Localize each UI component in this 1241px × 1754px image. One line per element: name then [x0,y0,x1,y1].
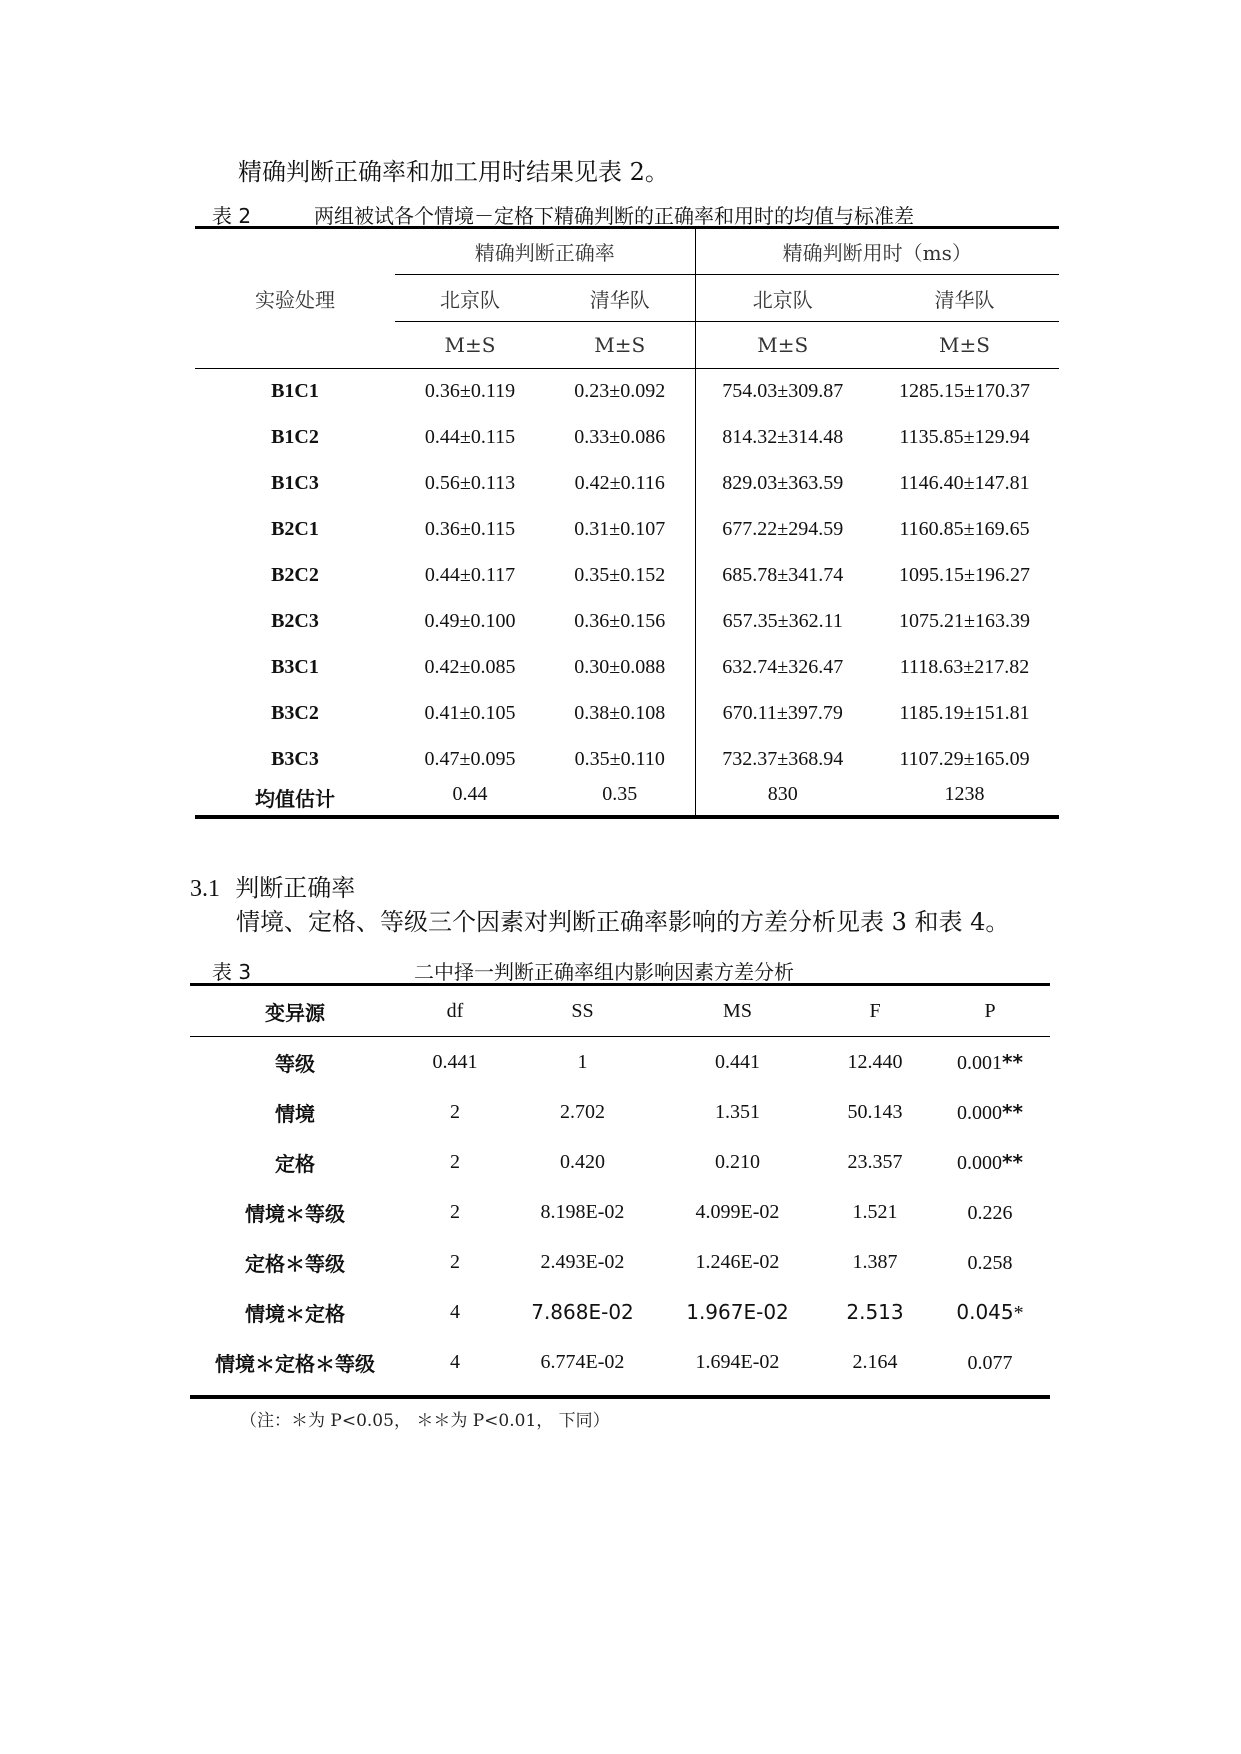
table-cell: 0.44±0.117 [424,564,516,586]
row-label: B1C2 [271,426,319,448]
table-row [190,1237,1050,1287]
table-cell: 0.42±0.085 [424,656,516,678]
cell-ms: 4.099E-02 [695,1200,780,1223]
significance-mark: ** [1002,1149,1023,1174]
cell-ss: 8.198E-02 [540,1200,625,1223]
row-label: B1C1 [271,380,319,403]
table-row [195,369,1059,415]
col-header-ms: MS [655,985,820,1037]
table-cell: 632.74±326.47 [695,645,870,691]
cell-ss: 0.420 [560,1150,605,1173]
stat-header: M±S [870,322,1059,369]
mean-cell: 0.35 [602,782,638,805]
table-cell: 754.03±309.87 [695,369,870,415]
table-row [195,691,1059,737]
col-header-p: P [930,985,1050,1037]
cell-f: 50.143 [847,1100,903,1123]
mean-row [195,783,1059,817]
cell-f: 23.357 [847,1150,903,1173]
table3-title: 二中择一判断正确率组内影响因素方差分析 [414,960,794,984]
table-note: （注：＊为 P<0.05， ＊＊为 P<0.01， 下同） [240,1411,610,1431]
table-cell: 0.38±0.108 [574,702,666,724]
row-label: B3C3 [271,748,319,770]
p-value: 0.000 [957,1151,1003,1174]
cell-ms: 1.351 [715,1100,760,1123]
source-label: 定格 [275,1151,315,1176]
cell-p [930,1137,1050,1187]
table3 [190,983,1050,1399]
cell-df: 4 [450,1350,460,1373]
table2-title: 两组被试各个情境－定格下精确判断的正确率和用时的均值与标准差 [314,204,914,228]
table-row [195,599,1059,645]
col-header-f: F [820,985,930,1037]
source-label: 情境＊等级 [245,1201,345,1226]
section-title: 判断正确率 [235,874,356,902]
table-cell: 657.35±362.11 [695,599,870,645]
source-label: 情境＊定格＊等级 [215,1351,375,1376]
table-cell: 685.78±341.74 [695,553,870,599]
cell-ss: 7.868E-02 [531,1300,634,1324]
group-header-time: 精确判断用时（ms） [695,228,1059,275]
mean-cell: 1238 [944,782,985,805]
mean-row-label: 均值估计 [255,786,335,811]
cell-f: 2.164 [852,1350,898,1373]
cell-df: 2 [450,1250,460,1273]
cell-ms: 1.246E-02 [695,1250,780,1273]
row-label: B3C1 [271,656,319,678]
table-row [195,737,1059,783]
cell-df: 2 [450,1100,460,1123]
table-cell: 670.11±397.79 [695,691,870,737]
table-row [190,1287,1050,1337]
section-paragraph: 情境、定格、等级三个因素对判断正确率影响的方差分析见表 3 和表 4。 [236,908,1010,936]
table3-caption [212,956,1112,984]
cell-ms: 1.967E-02 [686,1300,789,1324]
source-label: 情境 [275,1101,315,1126]
cell-df: 2 [450,1150,460,1173]
table-cell: 1160.85±169.65 [899,518,1030,540]
row-label: B2C3 [271,610,319,632]
cell-p [930,1087,1050,1137]
cell-ss: 2.702 [560,1100,605,1123]
table-cell: 814.32±314.48 [695,415,870,461]
row-label: B3C2 [271,702,319,724]
table-row [195,645,1059,691]
table-cell: 1285.15±170.37 [899,380,1030,403]
table-row [190,1187,1050,1237]
group-header-accuracy: 精确判断正确率 [395,228,695,275]
cell-ss: 6.774E-02 [540,1350,625,1373]
table-row [190,1137,1050,1187]
table-cell: 0.42±0.116 [574,472,665,494]
cell-f: 2.513 [846,1300,904,1324]
team-header: 北京队 [395,275,545,322]
table-cell: 0.35±0.152 [574,564,666,586]
table-cell: 1107.29±165.09 [899,748,1030,770]
cell-ss: 2.493E-02 [540,1250,625,1273]
table2-caption [212,200,1112,228]
table-cell: 1095.15±196.27 [899,564,1030,586]
table-cell: 0.35±0.110 [574,748,665,770]
team-header: 清华队 [545,275,695,322]
table-cell: 1118.63±217.82 [899,656,1030,678]
row-label: B2C2 [271,564,319,586]
significance-mark: * [1013,1301,1024,1324]
table-cell: 0.44±0.115 [424,426,516,448]
table-cell: 1185.19±151.81 [899,702,1030,724]
col-header-ss: SS [510,985,655,1037]
cell-df: 0.441 [432,1050,478,1073]
table-cell: 0.30±0.088 [574,656,666,678]
table2 [195,226,1059,819]
row-label: B2C1 [271,518,319,540]
mean-cell: 0.44 [452,782,488,805]
table-cell: 0.36±0.156 [574,610,666,632]
table-cell: 0.36±0.115 [424,518,516,540]
significance-mark: ** [1002,1099,1023,1124]
table-cell: 1075.21±163.39 [899,610,1030,632]
cell-p [930,1287,1050,1337]
p-value: 0.000 [957,1101,1003,1124]
cell-f: 1.387 [852,1250,898,1273]
table-cell: 829.03±363.59 [695,461,870,507]
stat-header: M±S [695,322,870,369]
p-value: 0.077 [967,1351,1013,1374]
table3-number: 表 3 [212,960,252,984]
mean-cell: 830 [695,783,870,817]
section-number: 3.1 [190,876,220,902]
stat-header: M±S [545,322,695,369]
table-row [190,1337,1050,1387]
cell-ms: 1.694E-02 [695,1350,780,1373]
table-row [195,461,1059,507]
cell-p [930,1237,1050,1287]
table-row [195,553,1059,599]
table2-number: 表 2 [212,204,252,228]
cell-p [930,1037,1050,1088]
source-label: 定格＊等级 [245,1251,345,1276]
table-cell: 1135.85±129.94 [899,426,1030,448]
cell-df: 4 [450,1300,460,1323]
table-row [195,507,1059,553]
col-header-df: df [400,985,510,1037]
section-heading [190,868,355,903]
cell-ss: 1 [577,1050,588,1073]
source-label: 情境＊定格 [245,1301,345,1326]
table-cell: 677.22±294.59 [695,507,870,553]
significance-mark: ** [1002,1049,1023,1074]
intro-paragraph: 精确判断正确率和加工用时结果见表 2。 [238,158,669,186]
table-cell: 0.36±0.119 [424,380,516,403]
table-cell: 0.31±0.107 [574,518,666,540]
team-header: 北京队 [695,275,870,322]
source-label: 等级 [275,1051,315,1076]
cell-p [930,1187,1050,1237]
table-cell: 0.41±0.105 [424,702,516,724]
col-header-source: 变异源 [190,985,400,1037]
p-value: 0.258 [967,1251,1013,1274]
p-value: 0.226 [967,1201,1013,1224]
table-cell: 732.37±368.94 [695,737,870,783]
table-cell: 0.23±0.092 [574,380,666,403]
table-cell: 0.33±0.086 [574,426,666,448]
stat-header: M±S [395,322,545,369]
team-header: 清华队 [870,275,1059,322]
table-cell: 0.49±0.100 [424,610,516,632]
p-value: 0.001 [957,1051,1003,1074]
table-cell: 0.47±0.095 [424,748,516,770]
cell-p [930,1337,1050,1387]
row-label: B1C3 [271,472,319,494]
table-row [195,415,1059,461]
cell-f: 12.440 [847,1050,903,1073]
cell-df: 2 [450,1200,460,1223]
p-value: 0.045 [956,1299,1014,1324]
cell-ms: 0.210 [715,1150,760,1173]
row-header: 实验处理 [195,228,395,369]
table-cell: 1146.40±147.81 [899,472,1030,494]
table-row [190,1087,1050,1137]
cell-f: 1.521 [852,1200,898,1223]
table-row [190,1037,1050,1088]
table-cell: 0.56±0.113 [424,472,516,494]
cell-ms: 0.441 [715,1050,760,1073]
